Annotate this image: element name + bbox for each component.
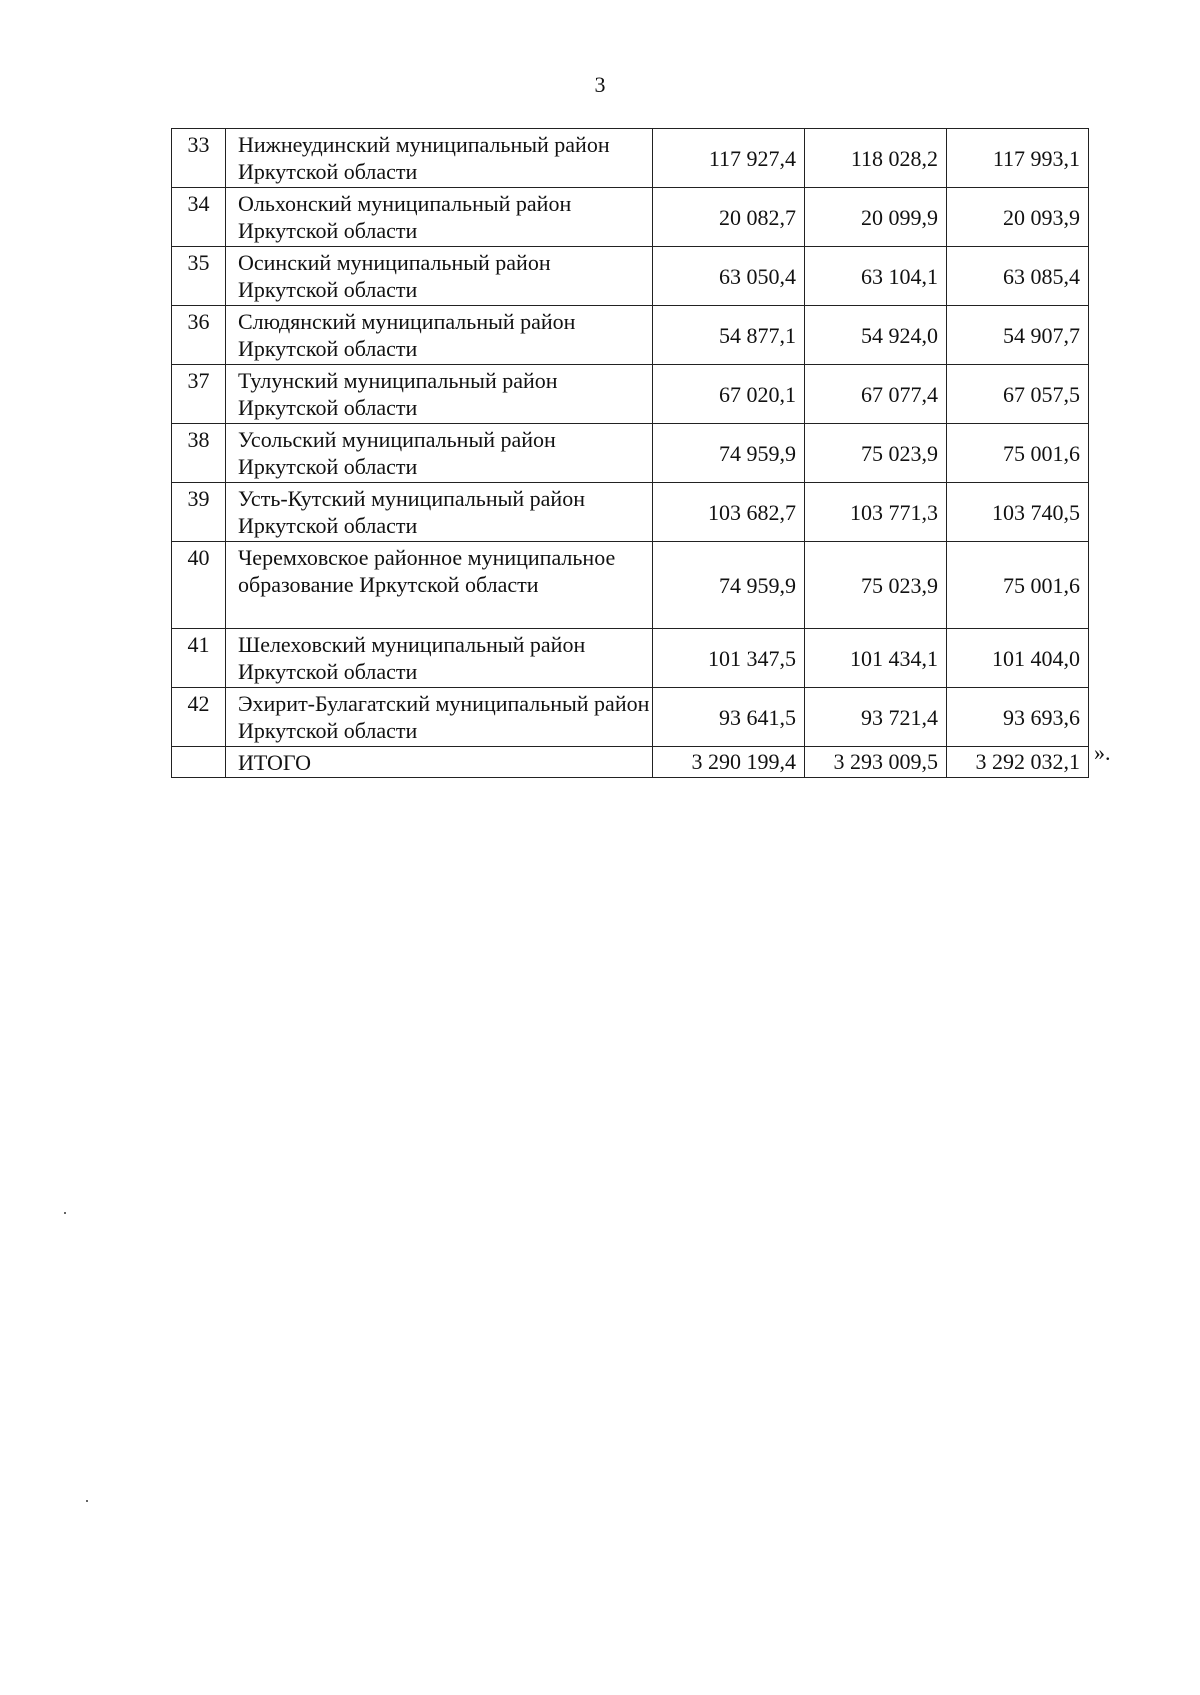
row-number: 35 — [172, 247, 226, 306]
table-row — [172, 629, 1089, 688]
scan-speck — [86, 1500, 88, 1502]
value-year-3: 93 693,6 — [947, 688, 1089, 747]
value-year-1: 54 877,1 — [653, 306, 805, 365]
total-row-number — [172, 747, 226, 778]
total-value-year-1: 3 290 199,4 — [653, 747, 805, 778]
total-label: ИТОГО — [226, 747, 653, 778]
value-year-2: 75 023,9 — [805, 542, 947, 629]
total-value-year-3: 3 292 032,1 — [947, 747, 1089, 778]
value-year-2: 20 099,9 — [805, 188, 947, 247]
value-year-3: 101 404,0 — [947, 629, 1089, 688]
table-row — [172, 424, 1089, 483]
value-year-2: 63 104,1 — [805, 247, 947, 306]
municipality-name: Эхирит-Булагатский муниципальный район Иркутской области — [226, 688, 653, 747]
table-row — [172, 306, 1089, 365]
row-number: 41 — [172, 629, 226, 688]
scan-speck — [64, 1212, 66, 1214]
value-year-1: 101 347,5 — [653, 629, 805, 688]
table-row — [172, 688, 1089, 747]
value-year-3: 67 057,5 — [947, 365, 1089, 424]
value-year-1: 93 641,5 — [653, 688, 805, 747]
budget-table — [171, 128, 1089, 778]
row-number: 40 — [172, 542, 226, 629]
table-row — [172, 542, 1089, 629]
row-number: 33 — [172, 129, 226, 188]
value-year-3: 20 093,9 — [947, 188, 1089, 247]
municipality-name: Ольхонский муниципальный район Иркутской области — [226, 188, 653, 247]
value-year-1: 74 959,9 — [653, 542, 805, 629]
row-number: 37 — [172, 365, 226, 424]
row-number: 39 — [172, 483, 226, 542]
value-year-1: 67 020,1 — [653, 365, 805, 424]
table-row — [172, 365, 1089, 424]
municipality-name: Тулунский муниципальный район Иркутской области — [226, 365, 653, 424]
value-year-1: 103 682,7 — [653, 483, 805, 542]
value-year-3: 54 907,7 — [947, 306, 1089, 365]
value-year-3: 63 085,4 — [947, 247, 1089, 306]
municipality-name: Шелеховский муниципальный район Иркутской области — [226, 629, 653, 688]
table-row — [172, 247, 1089, 306]
value-year-2: 101 434,1 — [805, 629, 947, 688]
page-number: 3 — [594, 72, 606, 97]
value-year-2: 75 023,9 — [805, 424, 947, 483]
municipality-name: Усть-Кутский муниципальный район Иркутской области — [226, 483, 653, 542]
total-value-year-2: 3 293 009,5 — [805, 747, 947, 778]
municipality-name: Слюдянский муниципальный район Иркутской области — [226, 306, 653, 365]
value-year-2: 103 771,3 — [805, 483, 947, 542]
value-year-1: 74 959,9 — [653, 424, 805, 483]
row-number: 38 — [172, 424, 226, 483]
value-year-1: 63 050,4 — [653, 247, 805, 306]
value-year-1: 20 082,7 — [653, 188, 805, 247]
value-year-1: 117 927,4 — [653, 129, 805, 188]
row-number: 34 — [172, 188, 226, 247]
value-year-3: 75 001,6 — [947, 424, 1089, 483]
table-row — [172, 129, 1089, 188]
value-year-2: 118 028,2 — [805, 129, 947, 188]
value-year-2: 93 721,4 — [805, 688, 947, 747]
table-row — [172, 483, 1089, 542]
table-row — [172, 188, 1089, 247]
total-row — [172, 747, 1089, 778]
value-year-3: 117 993,1 — [947, 129, 1089, 188]
value-year-3: 75 001,6 — [947, 542, 1089, 629]
value-year-3: 103 740,5 — [947, 483, 1089, 542]
municipality-name: Усольский муниципальный район Иркутской области — [226, 424, 653, 483]
row-number: 42 — [172, 688, 226, 747]
municipality-name: Черемховское районное муниципальное образование Иркутской области — [226, 542, 653, 629]
closing-quote: ». — [1094, 740, 1111, 765]
municipality-name: Осинский муниципальный район Иркутской области — [226, 247, 653, 306]
value-year-2: 67 077,4 — [805, 365, 947, 424]
municipality-name: Нижнеудинский муниципальный район Иркутской области — [226, 129, 653, 188]
value-year-2: 54 924,0 — [805, 306, 947, 365]
row-number: 36 — [172, 306, 226, 365]
